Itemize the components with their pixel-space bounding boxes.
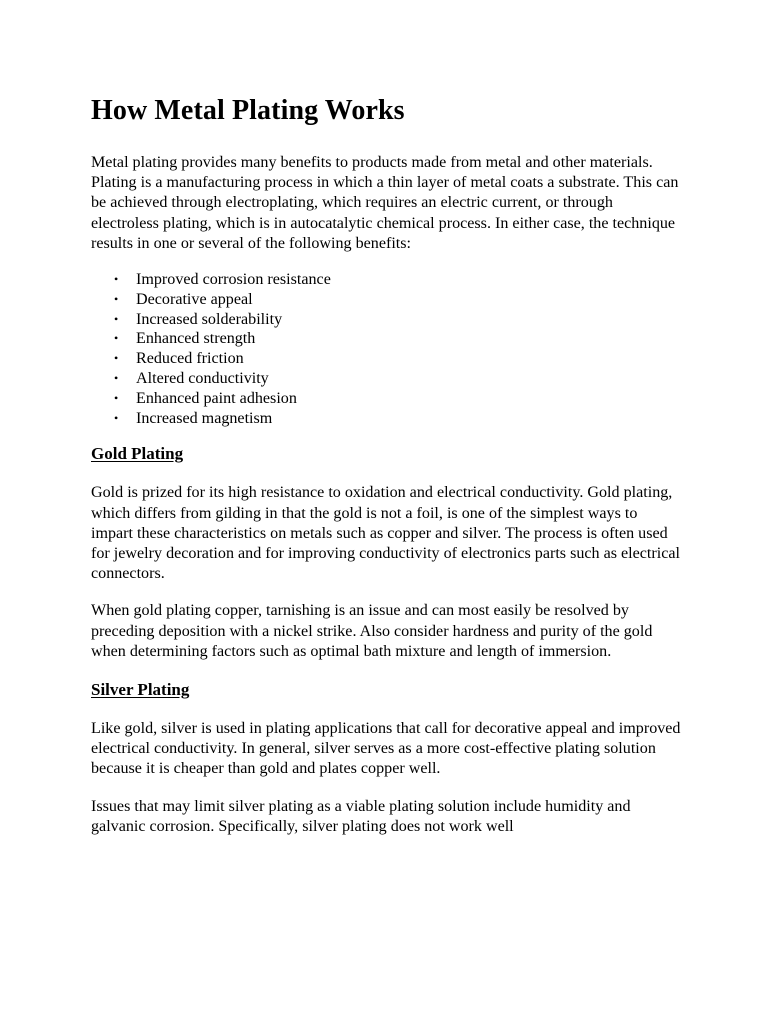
list-item: • Reduced friction — [114, 350, 244, 368]
bullet-icon: • — [114, 291, 119, 306]
bullet-icon: • — [114, 331, 119, 346]
list-item: • Altered conductivity — [114, 370, 269, 387]
bullet-icon: • — [114, 390, 119, 405]
bullet-icon: • — [114, 371, 119, 385]
benefits-list — [91, 270, 681, 428]
silver-paragraph-1: Like gold, silver is used in plating applications that call for decorative appeal and improved electrical conductivity. In general, silver serves as a more cost-effective plating solution because it is cheaper than gold and plates copper well. — [91, 720, 681, 778]
gold-paragraph-2: When gold plating copper, tarnishing is an issue and can most easily be resolved by preceding deposition with a nickel strike. Also consider hardness and purity of the gold when determining factors such as optimal bath mixture and length of immersion. — [91, 602, 653, 660]
intro-paragraph: Metal plating provides many benefits to products made from metal and other materials. Plating is a manufacturing process in which a thin layer of metal coats a substrate. This can be achieved through electroplating, which requires an electric current, or through electroless plating, which is in autocatalytic chemical process. In either case, the technique results in one or several of the following benefits: — [91, 154, 679, 252]
list-item: • Improved corrosion resistance — [114, 271, 331, 289]
bullet-icon: • — [114, 311, 119, 326]
list-item: • Increased solderability — [114, 310, 283, 328]
document-body — [91, 92, 681, 854]
gold-plating-heading: Gold Plating — [91, 444, 184, 464]
silver-plating-heading: Silver Plating — [91, 680, 190, 700]
bullet-icon: • — [114, 410, 119, 425]
list-item: • Increased magnetism — [114, 409, 273, 427]
bullet-icon: • — [114, 351, 119, 366]
silver-paragraph-2: Issues that may limit silver plating as a viable plating solution include humidity and galvanic corrosion. Specifically, silver plating does not work well — [91, 797, 631, 835]
list-item: • Enhanced strength — [114, 330, 256, 348]
bullet-icon: • — [114, 272, 119, 287]
page-title: How Metal Plating Works — [91, 95, 405, 126]
gold-paragraph-1: Gold is prized for its high resistance to oxidation and electrical conductivity. Gold plating, which differs from gilding in that the gold is not a foil, is one of the simplest ways to impart these characteristics on metals such as copper and silver. The process is often used for jewelry decoration and for improving conductivity of electronics parts such as electrical connectors. — [91, 484, 680, 583]
list-item: • Enhanced paint adhesion — [114, 389, 297, 407]
list-item: • Decorative appeal — [114, 290, 253, 308]
